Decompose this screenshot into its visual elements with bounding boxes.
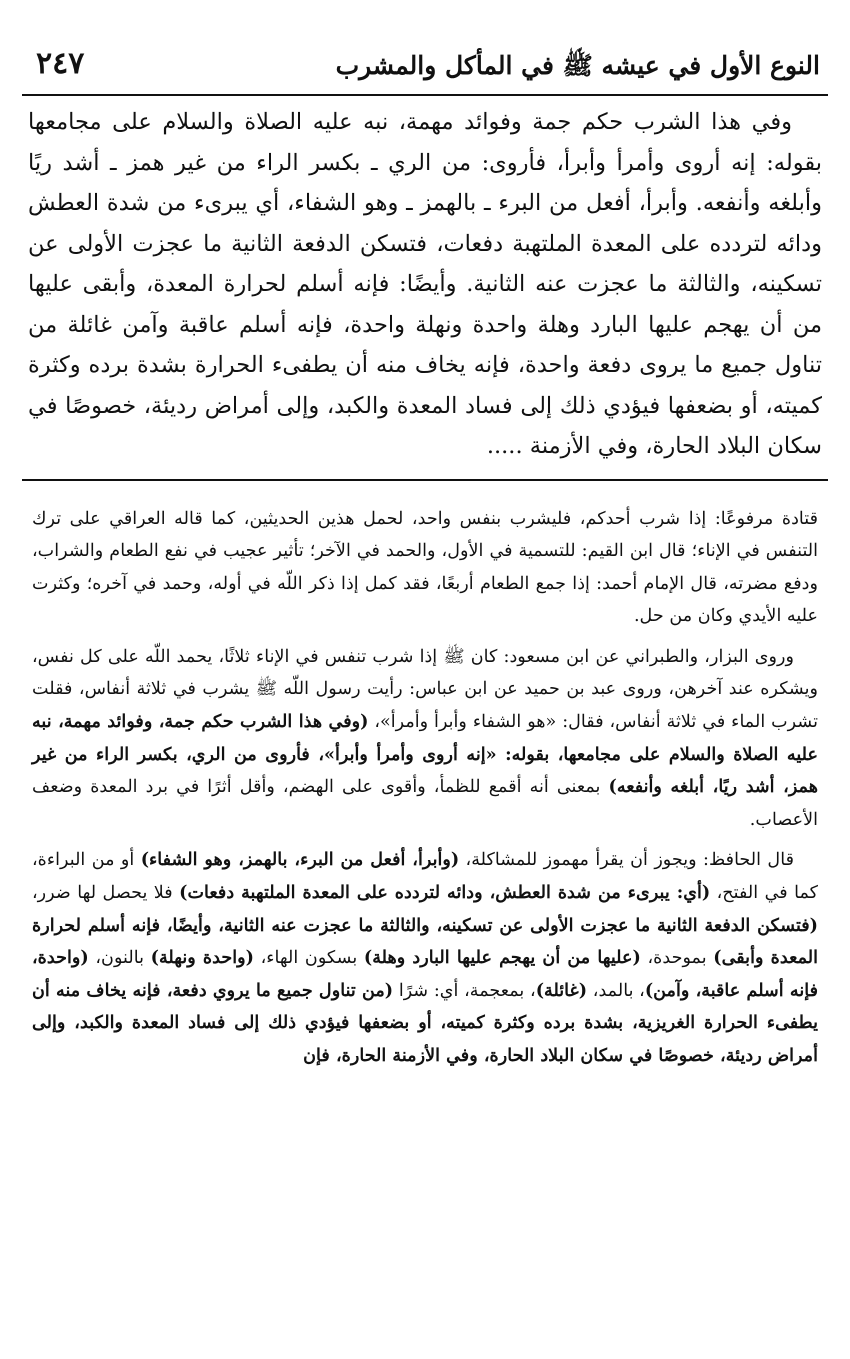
footnote-paragraph-2 [32,641,818,837]
footnote-3-text-f: بسكون الهاء، [253,948,364,969]
footnote-3-text-e: بموحدة، [640,948,714,969]
footnote-separator [22,479,828,481]
quoted-text-bold: (فتسكن الدفعة الثانية ما عجزت الأولى عن تسكينه، والثالثة ما عجزت عنه الثانية، وأيضًا، فإنه أسلم لحرارة المعدة وأبقى) [32,914,818,969]
quoted-text-bold: (أي: يبرىء من شدة العطش، ودائه لتردده على المعدة الملتهبة دفعات) [179,882,711,904]
main-text [28,102,822,467]
footnote-paragraph-1: قتادة مرفوعًا: إذا شرب أحدكم، فليشرب بنفس واحد، لحمل هذين الحديثين، كما قاله العراقي على ترك التنفس في الإناء؛ قال ابن القيم: للتسمية في الأول، والحمد في الآخر؛ تأثير عجيب في نفع الطعام والشراب، ودفع مضرته، قال الإمام أحمد: إذا جمع الطعام أربعًا، فقد كمل إذا ذكر اللّه في أوله، وحمد في آخره؛ وكثرت عليه الأيدي وكان من حل. [32,508,818,627]
quoted-text-bold: (غائلة) [535,979,588,1001]
footnote-3-text-h: ، بالمد، [587,980,645,1001]
quoted-text-bold: (وأبرأ، أفعل من البرء، بالهمز، وهو الشفاء) [140,849,460,871]
footnote-3-text-g: بالنون، [88,948,151,969]
footnote-3-text-i: ، بمعجمة، أي: شرًا [393,980,536,1001]
quoted-text-bold: (من تناول جميع ما يروي دفعة، فإنه يخاف منه أن يطفىء الحرارة الغريزية، بشدة برده وكثرة كميته، أو بضعفها فيؤدي ذلك إلى فساد المعدة والكبد، وإلى أمراض رديئة، خصوصًا في سكان البلاد الحارة، وفي الأزمنة الحارة، فإن [32,979,818,1066]
footnote-paragraph-3 [32,844,818,1072]
quoted-text-bold: (عليها من أن يهجم عليها البارد وهلة) [363,947,641,969]
page-number: ٢٤٧ [36,46,85,81]
running-title: النوع الأول في عيشه ﷺ في المأكل والمشرب [335,51,820,80]
quoted-text-bold: (واحدة ونهلة) [150,947,254,969]
footnotes [32,503,818,1073]
quoted-text-bold: (وفي هذا الشرب حكم جمة، وفوائد مهمة، نبه عليه الصلاة والسلام على مجامعها، بقوله: «إنه أروى وأمرأ وأبرأ»، فأروى من الري، بكسر الراء من غير همز، أشد ريًا، أبلغه وأنفعه) [32,711,819,798]
footnote-3-text-c: أو من البراءة، كما في الفتح، [32,850,818,904]
footnote-3-text-a: قال الحافظ: ويجوز أن يقرأ مهموز للمشاكلة، [459,850,794,871]
footnote-3-text-d: فلا يحصل لها ضرر، [32,883,180,904]
book-page [22,38,828,1338]
main-paragraph: وفي هذا الشرب حكم جمة وفوائد مهمة، نبه عليه الصلاة والسلام على مجامعها بقوله: إنه أروى وأمرأ وأبرأ، فأروى: من الري ـ بكسر الراء من غير همز ـ أشد ريًا وأبلغه وأنفعه. وأبرأ، أفعل من البرء ـ بالهمز ـ وهو الشفاء، أي يبرىء من شدة العطش ودائه لتردده على المعدة الملتهبة دفعات، فتسكن الدفعة الثانية ما عجزت الأولى عن تسكينه، والثالثة ما عجزت عنه الثانية. وأيضًا: فإنه أسلم لحرارة المعدة، وأبقى عليها من أن يهجم عليها البارد وهلة واحدة ونهلة واحدة، فإنه أسلم عاقبة وآمن غائلة من تناول جميع ما يروى دفعة واحدة، فإنه يخاف منه أن يطفىء الحرارة بشدة برده وكثرة كميته، أو بضعفها فيؤدي ذلك إلى فساد المعدة والكبد، وإلى أمراض رديئة، خصوصًا في سكان البلاد الحارة، وفي الأزمنة ..... [28,109,822,459]
page-header [22,38,828,96]
footnote-2-text-c: بمعنى أنه أقمع للظمأ، وأقوى على الهضم، وأقل أثرًا في برد المعدة وضعف الأعصاب. [32,777,818,830]
footnote-2-text-a: وروى البزار، والطبراني عن ابن مسعود: كان ﷺ إذا شرب تنفس في الإناء ثلاثًا، يحمد اللّه على كل نفس، ويشكره عند آخرهن، وروى عبد بن حميد عن ابن عباس: رأيت رسول اللّه ﷺ يشرب في ثلاثة أنفاس، فقلت تشرب الماء في ثلاثة أنفاس، فقال: «هو الشفاء وأبرأ وأمرأ»، [32,646,818,733]
quoted-text-bold: (واحدة، فإنه أسلم عاقبة، وآمن) [32,947,818,1001]
